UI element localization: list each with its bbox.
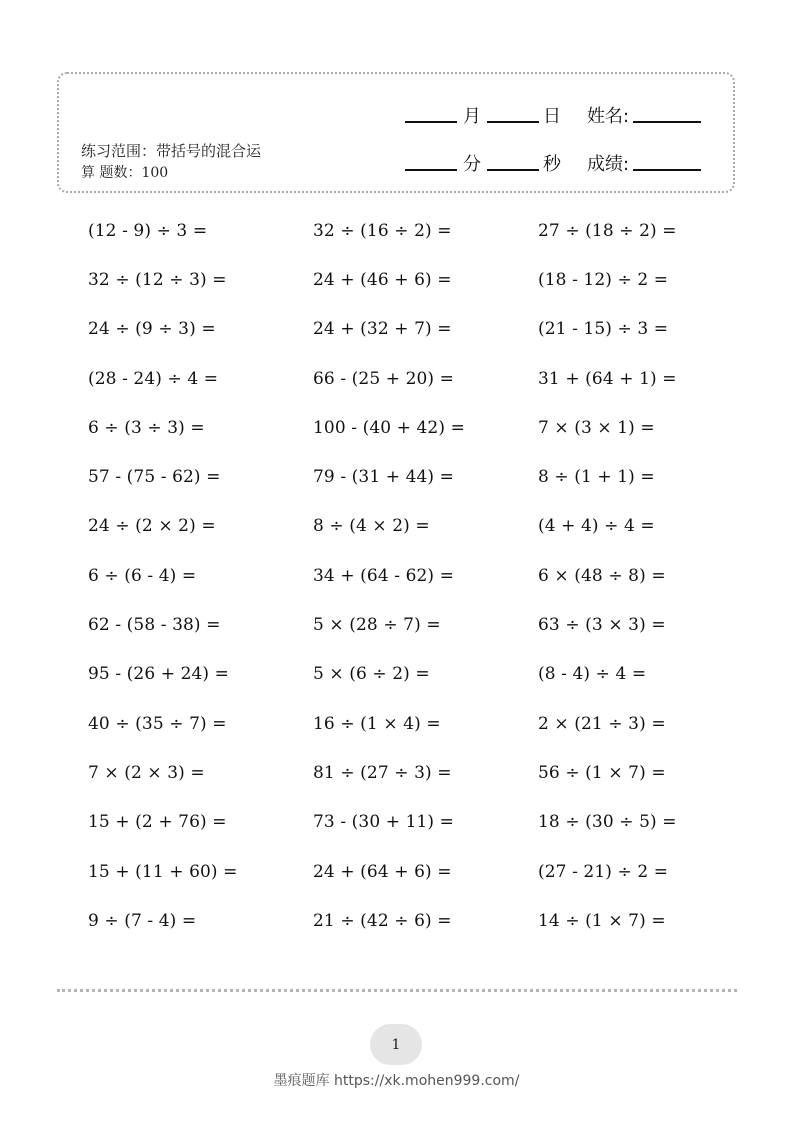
problem-row (88, 748, 763, 797)
math-problem: 31 + (64 + 1) = (538, 368, 677, 389)
score-label: 成绩: (587, 154, 630, 175)
math-problem: 15 + (11 + 60) = (88, 861, 238, 882)
date-name-row (405, 98, 701, 128)
math-problem: 14 ÷ (1 × 7) = (538, 910, 666, 931)
math-problem: 56 ÷ (1 × 7) = (538, 762, 666, 783)
math-problem: 6 ÷ (3 ÷ 3) = (88, 417, 205, 438)
math-problem: 66 - (25 + 20) = (313, 368, 455, 389)
problem-row (88, 896, 763, 945)
day-label: 日 (543, 106, 561, 127)
math-problem: 63 ÷ (3 × 3) = (538, 615, 666, 636)
math-problem: 40 ÷ (35 ÷ 7) = (88, 713, 227, 734)
worksheet-header (57, 72, 735, 193)
math-problem: 24 + (64 + 6) = (313, 861, 452, 882)
month-label: 月 (463, 106, 481, 127)
minute-blank[interactable] (405, 169, 457, 171)
problem-row (88, 798, 763, 847)
problem-row (88, 502, 763, 551)
day-blank[interactable] (487, 121, 539, 123)
math-problem: 57 - (75 - 62) = (88, 467, 221, 488)
problem-row (88, 354, 763, 403)
scope-line-1: 练习范围：带括号的混合运 (81, 142, 262, 160)
math-problem: 15 + (2 + 76) = (88, 812, 227, 833)
name-label: 姓名: (587, 106, 630, 127)
math-problem: (8 - 4) ÷ 4 = (538, 664, 647, 685)
score-blank[interactable] (633, 169, 701, 171)
math-problem: (4 + 4) ÷ 4 = (538, 516, 655, 537)
footer-source: 墨痕题库 https://xk.mohen999.com/ (273, 1073, 520, 1089)
math-problem: 27 ÷ (18 ÷ 2) = (538, 220, 677, 241)
math-problem: 8 ÷ (1 + 1) = (538, 467, 655, 488)
second-blank[interactable] (487, 169, 539, 171)
problem-row (88, 206, 763, 255)
math-problem: 32 ÷ (12 ÷ 3) = (88, 269, 227, 290)
page-number: 1 (391, 1036, 401, 1053)
problem-row (88, 847, 763, 896)
month-blank[interactable] (405, 121, 457, 123)
math-problem: 7 × (3 × 1) = (538, 417, 655, 438)
math-problem: 81 ÷ (27 ÷ 3) = (313, 762, 452, 783)
math-problem: 5 × (28 ÷ 7) = (313, 615, 441, 636)
math-problem: 2 × (21 ÷ 3) = (538, 713, 666, 734)
math-problem: 79 - (31 + 44) = (313, 467, 455, 488)
practice-scope (81, 140, 291, 184)
math-problem: 21 ÷ (42 ÷ 6) = (313, 910, 452, 931)
math-problem: (12 - 9) ÷ 3 = (88, 220, 208, 241)
problem-row (88, 551, 763, 600)
problem-grid (88, 206, 763, 945)
math-problem: 62 - (58 - 38) = (88, 615, 221, 636)
math-problem: (18 - 12) ÷ 2 = (538, 269, 669, 290)
math-problem: 32 ÷ (16 ÷ 2) = (313, 220, 452, 241)
math-problem: 6 × (48 ÷ 8) = (538, 565, 666, 586)
problem-row (88, 600, 763, 649)
scope-line-2: 算 题数：100 (81, 165, 169, 181)
time-score-row (405, 146, 701, 176)
math-problem: 95 - (26 + 24) = (88, 664, 230, 685)
math-problem: 16 ÷ (1 × 4) = (313, 713, 441, 734)
math-problem: 24 + (32 + 7) = (313, 319, 452, 340)
problem-row (88, 699, 763, 748)
math-problem: 34 + (64 - 62) = (313, 565, 455, 586)
math-problem: 5 × (6 ÷ 2) = (313, 664, 430, 685)
name-blank[interactable] (633, 121, 701, 123)
problem-row (88, 403, 763, 452)
math-problem: 18 ÷ (30 ÷ 5) = (538, 812, 677, 833)
math-problem: 24 + (46 + 6) = (313, 269, 452, 290)
math-problem: 6 ÷ (6 - 4) = (88, 565, 197, 586)
math-problem: 73 - (30 + 11) = (313, 812, 455, 833)
math-problem: 100 - (40 + 42) = (313, 417, 465, 438)
math-problem: 24 ÷ (2 × 2) = (88, 516, 216, 537)
math-problem: (21 - 15) ÷ 3 = (538, 319, 669, 340)
problem-row (88, 650, 763, 699)
math-problem: (27 - 21) ÷ 2 = (538, 861, 669, 882)
math-problem: 8 ÷ (4 × 2) = (313, 516, 430, 537)
math-problem: 7 × (2 × 3) = (88, 762, 205, 783)
math-problem: 24 ÷ (9 ÷ 3) = (88, 319, 216, 340)
page-number-badge (370, 1024, 422, 1065)
problem-row (88, 305, 763, 354)
minute-label: 分 (463, 154, 481, 175)
problem-row (88, 452, 763, 501)
second-label: 秒 (543, 154, 561, 175)
math-problem: (28 - 24) ÷ 4 = (88, 368, 219, 389)
footer-divider (57, 989, 737, 992)
math-problem: 9 ÷ (7 - 4) = (88, 910, 197, 931)
problem-row (88, 255, 763, 304)
